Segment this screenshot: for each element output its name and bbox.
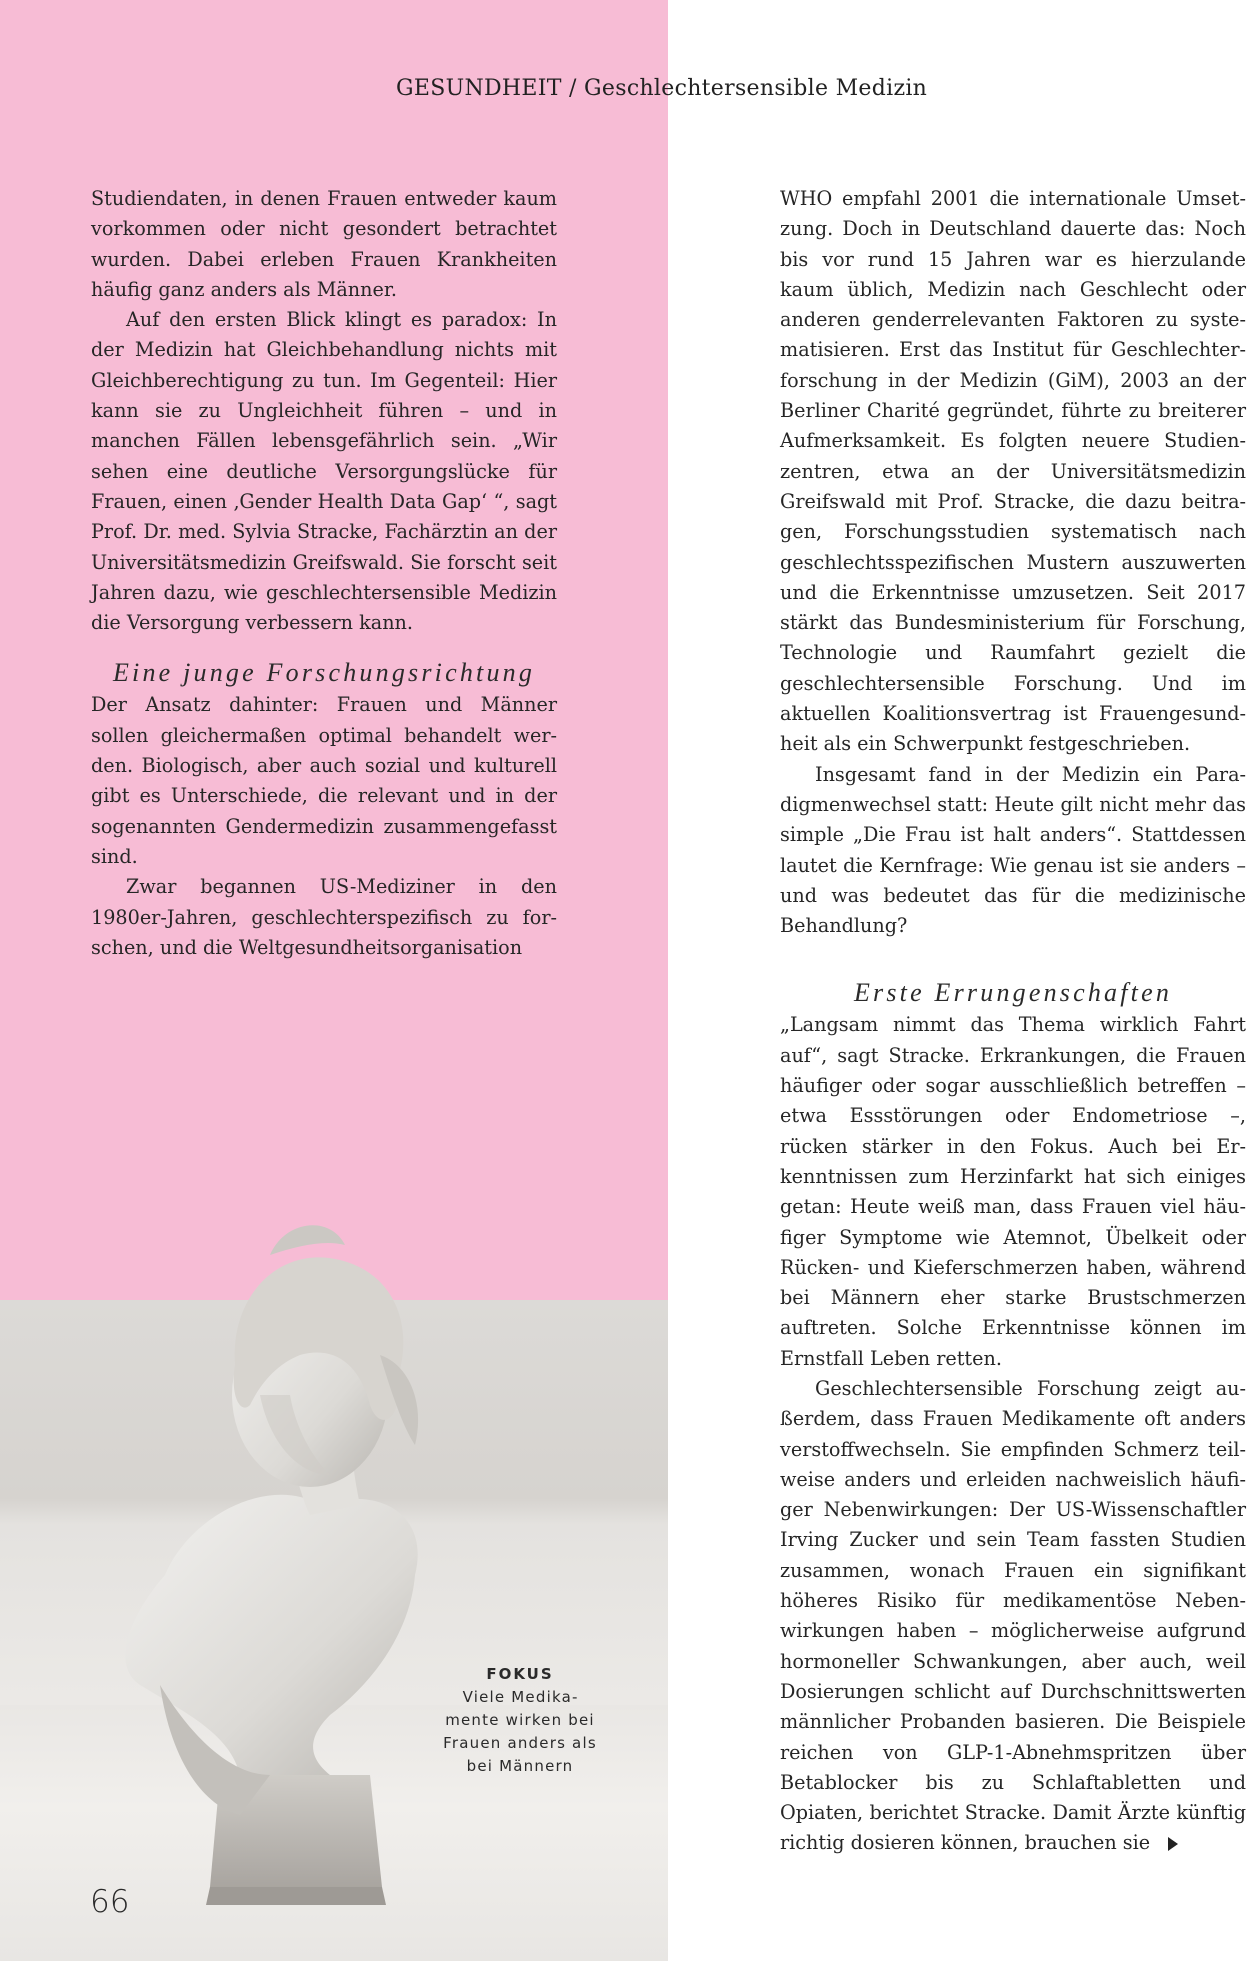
paragraph: Insgesamt fand in der Medizin ein Paradigmenwechsel statt: Heute gilt nicht mehr das simple „Die Frau ist halt anders“. Stattdessen lautet die Kernfrage: Wie genau ist sie anders – und was bedeutet das für die medizinische Behandlung? bbox=[780, 762, 1246, 938]
paragraph: WHO empfahl 2001 die internationale Umsetzung. Doch in Deutschland dauerte das: Noch bis vor rund 15 Jahren war es hierzulande kaum üblich, Medizin nach Geschlecht oder anderen genderrelevanten Faktoren zu systematisieren. Erst das Institut für Geschlechterforschung in der Medizin (GiM), 2003 an der Berliner Charité gegründet, führte zu breiterer Aufmerksamkeit. Es folgten neuere Studienzentren, etwa an der Universitätsmedizin Greifswald mit Prof. Stracke, die dazu beitragen, Forschungsstudien systematisch nach geschlechtsspezifischen Mustern auszuwerten und die Erkenntnisse umzusetzen. Seit 2017 stärkt das Bundesministerium für Forschung, Technologie und Raumfahrt gezielt die geschlechtersensible Forschung. Und im aktuellen Koalitionsvertrag ist Frauengesundheit als ein Schwerpunkt festgeschrieben. bbox=[780, 187, 1246, 756]
right-triangle-arrow-icon bbox=[1168, 1837, 1178, 1851]
bust-sculpture-image bbox=[70, 1215, 570, 1905]
section-heading: Erste Errungenschaften bbox=[853, 978, 1173, 1008]
paragraph: Auf den ersten Blick klingt es paradox: In der Medizin hat Gleichbehandlung nichts mit Gleichberechtigung zu tun. Im Gegenteil: Hier kann sie zu Ungleichheit führen – und in manchen Fällen lebensgefährlich sein. „Wir sehen eine deutliche Versorgungslücke für Frauen, einen ‚Gender Health Data Gap‘ “, sagt Prof. Dr. med. Sylvia Stracke, Fachärztin an der Universitätsmedizin Greifswald. Sie forscht seit Jahren dazu, wie geschlechtersensible Medizin die Versorgung verbessern kann. bbox=[91, 308, 557, 635]
caption-title: FOKUS bbox=[486, 1665, 554, 1683]
paragraph: Studiendaten, in denen Frauen entweder kaum vorkommen oder nicht gesondert betrachtet wurden. Dabei erleben Frauen Krankheiten häufig ganz anders als Männer. bbox=[91, 187, 557, 301]
section-heading: Eine junge Forschungsrichtung bbox=[112, 658, 536, 688]
caption-text: Viele Medikamente wirken bei Frauen anders als bei Männern bbox=[443, 1688, 597, 1775]
left-text-column bbox=[91, 184, 557, 963]
paragraph-text: Geschlechtersensible Forschung zeigt außerdem, dass Frauen Medikamente oft anders verstoffwechseln. Sie empfinden Schmerz teilweise anders und erleiden nachweislich häufiger Nebenwirkungen: Der US-Wissenschaftler Irving Zucker und sein Team fassten Studien zusammen, wonach Frauen ein signifikant höheres Risiko für medikamentöse Nebenwirkungen haben – möglicherweise aufgrund hormoneller Schwankungen, aber auch, weil Dosierungen schlicht auf Durchschnittswerten männlicher Probanden basieren. Die Beispiele reichen von GLP-1-Abnehmspritzen über Betablocker bis zu Schlaftabletten und Opiaten, berichtet Stracke. Damit Ärzte künftig richtig dosieren können, brauchen sie bbox=[780, 1376, 1246, 1855]
running-header: GESUNDHEIT / Geschlechtersensible Medizin bbox=[396, 76, 928, 101]
paragraph: Der Ansatz dahinter: Frauen und Männer sollen gleichermaßen optimal behandelt werden. Biologisch, aber auch sozial und kulturell gibt es Unterschiede, die relevant und in der sogenannten Gendermedizin zusammengefasst sind. bbox=[91, 693, 557, 868]
right-text-column bbox=[780, 184, 1246, 1859]
paragraph: „Langsam nimmt das Thema wirklich Fahrt auf“, sagt Stracke. Erkrankungen, die Frauen häufiger oder sogar ausschließlich betreffen – etwa Essstörungen oder Endometriose –, rücken stärker in den Fokus. Auch bei Erkenntnissen zum Herzinfarkt hat sich einiges getan: Heute weiß man, dass Frauen viel häufiger Symptome wie Atemnot, Übelkeit oder Rücken- und Kieferschmerzen haben, während bei Männern eher starke Brustschmerzen auftreten. Solche Erkenntnisse können im Ernstfall Leben retten. bbox=[780, 1013, 1246, 1370]
paragraph bbox=[780, 1374, 1246, 1859]
image-caption bbox=[440, 1663, 600, 1778]
page-number: 66 bbox=[90, 1884, 130, 1920]
paragraph: Zwar begannen US-Mediziner in den 1980er-Jahren, geschlechterspezifisch zu forschen, und die Weltgesundheitsorganisation bbox=[91, 875, 557, 959]
